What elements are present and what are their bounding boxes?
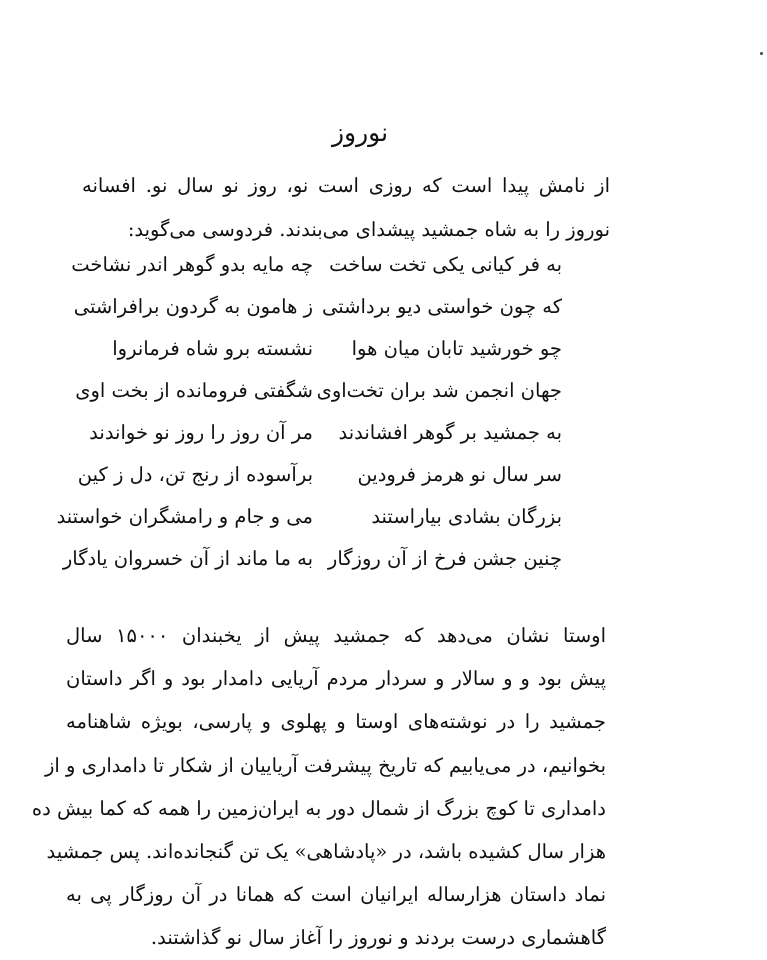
body-line: پیش بود و و سالار و سردار مردم آریایی دامدار بود و اگر داستان [66,667,606,691]
poem-couplet [88,412,562,454]
poem-hemistich-left: می و جام و رامشگران خواستند [56,505,313,528]
poem-hemistich-right: که چون خواستی دیو برداشتی [322,295,562,318]
poem-couplet [73,286,562,328]
intro-line: از نامش پیدا است که روزی است نو، روز نو سال نو. افسانه [82,174,610,197]
poem-hemistich-left: به ما ماند از آن خسروان یادگار [62,547,313,570]
poem [56,244,562,580]
poem-hemistich-right: سر سال نو هرمز فرودین [357,463,562,486]
body-line: نماد داستان هزارساله ایرانیان است که همانا در آن روزگار پی به [66,883,606,907]
poem-hemistich-right: به جمشید بر گوهر افشاندند [338,421,562,444]
body-line: بخوانیم، در می‌یابیم که تاریخ پیشرفت آریاییان از شکار تا دامداری و از [45,753,606,777]
poem-hemistich-right: چنین جشن فرخ از آن روزگار [327,547,562,570]
intro-line: نوروز را به شاه جمشید پیشدای می‌بندند. فردوسی می‌گوید: [127,218,610,241]
poem-couplet [77,454,562,496]
body-line: هزار سال کشیده باشد، در «پادشاهی» یک تن گنجانده‌اند. پس جمشید [46,839,606,863]
poem-couplet [75,370,562,412]
poem-hemistich-left: ز هامون به گردون برافراشتی [73,295,313,318]
poem-hemistich-right: به فر کیانی یکی تخت ساخت [329,253,562,276]
poem-hemistich-left: چه مایه بدو گوهر اندر نشاخت [71,253,313,276]
body-line: جمشید را در نوشته‌های اوستا و پهلوی و پارسی، بویژه شاهنامه [66,710,606,734]
page-title: نوروز [331,118,389,147]
poem-couplet [56,496,562,538]
body-paragraph [31,614,607,960]
poem-couplet [62,538,562,580]
poem-couplet [88,328,562,370]
poem-hemistich-left: مر آن روز را روز نو خواندند [89,421,313,444]
poem-hemistich-right: جهان انجمن شد بران تخت‌اوی [316,379,562,402]
intro-paragraph [82,164,610,252]
body-line: اوستا نشان می‌دهد که جمشید پیش از یخبندان ۱۵۰۰۰ سال [66,624,607,647]
body-line: گاهشماری درست بردند و نوروز را آغاز سال نو گذاشتند. [150,926,606,950]
poem-couplet [71,244,562,286]
poem-hemistich-left: برآسوده از رنج تن، دل ز کین [77,463,313,486]
poem-hemistich-right: بزرگان بشادی بیاراستند [371,505,562,528]
scan-speck [760,52,763,55]
poem-hemistich-left: شگفتی فرومانده از بخت اوی [75,379,313,402]
poem-hemistich-right: چو خورشید تابان میان هوا [351,337,562,360]
poem-hemistich-left: نشسته برو شاه فرمانروا [112,337,313,360]
body-line: دامداری تا کوچ بزرگ از شمال دور به ایران‌زمین را همه که کما بیش ده [31,796,606,820]
